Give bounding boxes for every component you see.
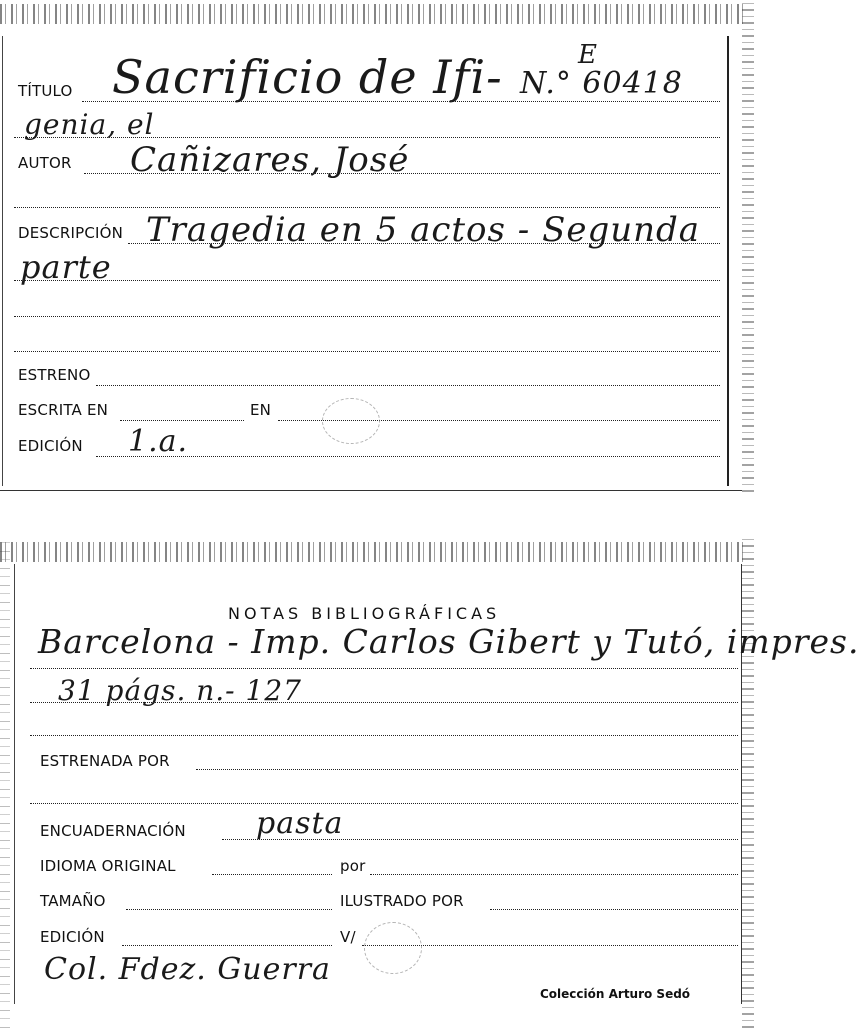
edicion-label: EDICIÓN xyxy=(18,437,83,455)
encuadernacion-label: ENCUADERNACIÓN xyxy=(40,822,186,840)
titulo-label: TÍTULO xyxy=(18,82,73,100)
edicion-label: EDICIÓN xyxy=(40,928,105,946)
stamp-mark xyxy=(364,922,422,974)
edicion-line xyxy=(96,456,720,457)
catalog-card-bottom xyxy=(0,538,859,1028)
descripcion-line xyxy=(128,243,720,244)
escrita-en-line xyxy=(120,420,244,421)
por-label: por xyxy=(340,857,366,875)
numero-value: N.° 60418 xyxy=(520,66,683,101)
idioma-original-line xyxy=(212,874,332,875)
titulo-value: Sacrificio de Ifi- xyxy=(112,50,503,104)
notas-line-2 xyxy=(30,702,738,703)
torn-top-edge xyxy=(0,4,744,24)
catalog-card-top xyxy=(0,0,744,492)
left-edge-texture xyxy=(0,538,10,1028)
right-edge-texture xyxy=(742,538,754,1028)
titulo-line xyxy=(82,101,720,102)
descripcion-value: Tragedia en 5 actos - Segunda xyxy=(146,210,701,250)
titulo-value-continued: genia, el xyxy=(24,108,155,141)
encuadernacion-line xyxy=(222,839,738,840)
estreno-label: ESTRENO xyxy=(18,366,91,384)
descripcion-line-4 xyxy=(14,351,720,352)
estrenada-por-line xyxy=(196,769,738,770)
edicion-line xyxy=(122,945,332,946)
v-label: V/ xyxy=(340,928,356,946)
idioma-original-label: IDIOMA ORIGINAL xyxy=(40,857,176,875)
tamano-line xyxy=(126,909,332,910)
descripcion-value-continued: parte xyxy=(20,248,112,286)
notas-value: Barcelona - Imp. Carlos Gibert y Tutó, impres. xyxy=(38,622,859,661)
notas-line-3 xyxy=(30,735,738,736)
por-line xyxy=(370,874,738,875)
encuadernacion-value: pasta xyxy=(256,806,344,841)
right-edge-texture xyxy=(742,0,754,492)
coleccion-footer: Colección Arturo Sedó xyxy=(540,987,691,1001)
ilustrado-por-line xyxy=(490,909,738,910)
autor-label: AUTOR xyxy=(18,154,72,172)
notas-line xyxy=(30,668,738,669)
estrenada-por-label: ESTRENADA POR xyxy=(40,752,170,770)
autor-line xyxy=(84,173,720,174)
descripcion-line-2 xyxy=(14,280,720,281)
titulo-line-2 xyxy=(14,137,720,138)
numero-letter: E xyxy=(578,40,598,70)
torn-top-edge xyxy=(0,542,744,562)
card-bottom-border xyxy=(0,490,742,491)
autor-value: Cañizares, José xyxy=(130,140,410,180)
tamano-label: TAMAÑO xyxy=(40,892,106,910)
ilustrado-por-label: ILUSTRADO POR xyxy=(340,892,464,910)
estreno-line xyxy=(96,385,720,386)
descripcion-line-3 xyxy=(14,316,720,317)
autor-line-2 xyxy=(14,207,720,208)
coleccion-value: Col. Fdez. Guerra xyxy=(44,952,331,987)
stamp-mark xyxy=(322,398,380,444)
escrita-en-label: ESCRITA EN xyxy=(18,401,109,419)
notas-bibliograficas-heading: NOTAS BIBLIOGRÁFICAS xyxy=(228,604,501,623)
descripcion-label: DESCRIPCIÓN xyxy=(18,224,124,242)
edicion-value: 1.a. xyxy=(128,424,189,459)
estrenada-por-line-2 xyxy=(30,803,738,804)
en-label: EN xyxy=(250,401,272,419)
notas-value-continued: 31 págs. n.- 127 xyxy=(58,674,302,707)
